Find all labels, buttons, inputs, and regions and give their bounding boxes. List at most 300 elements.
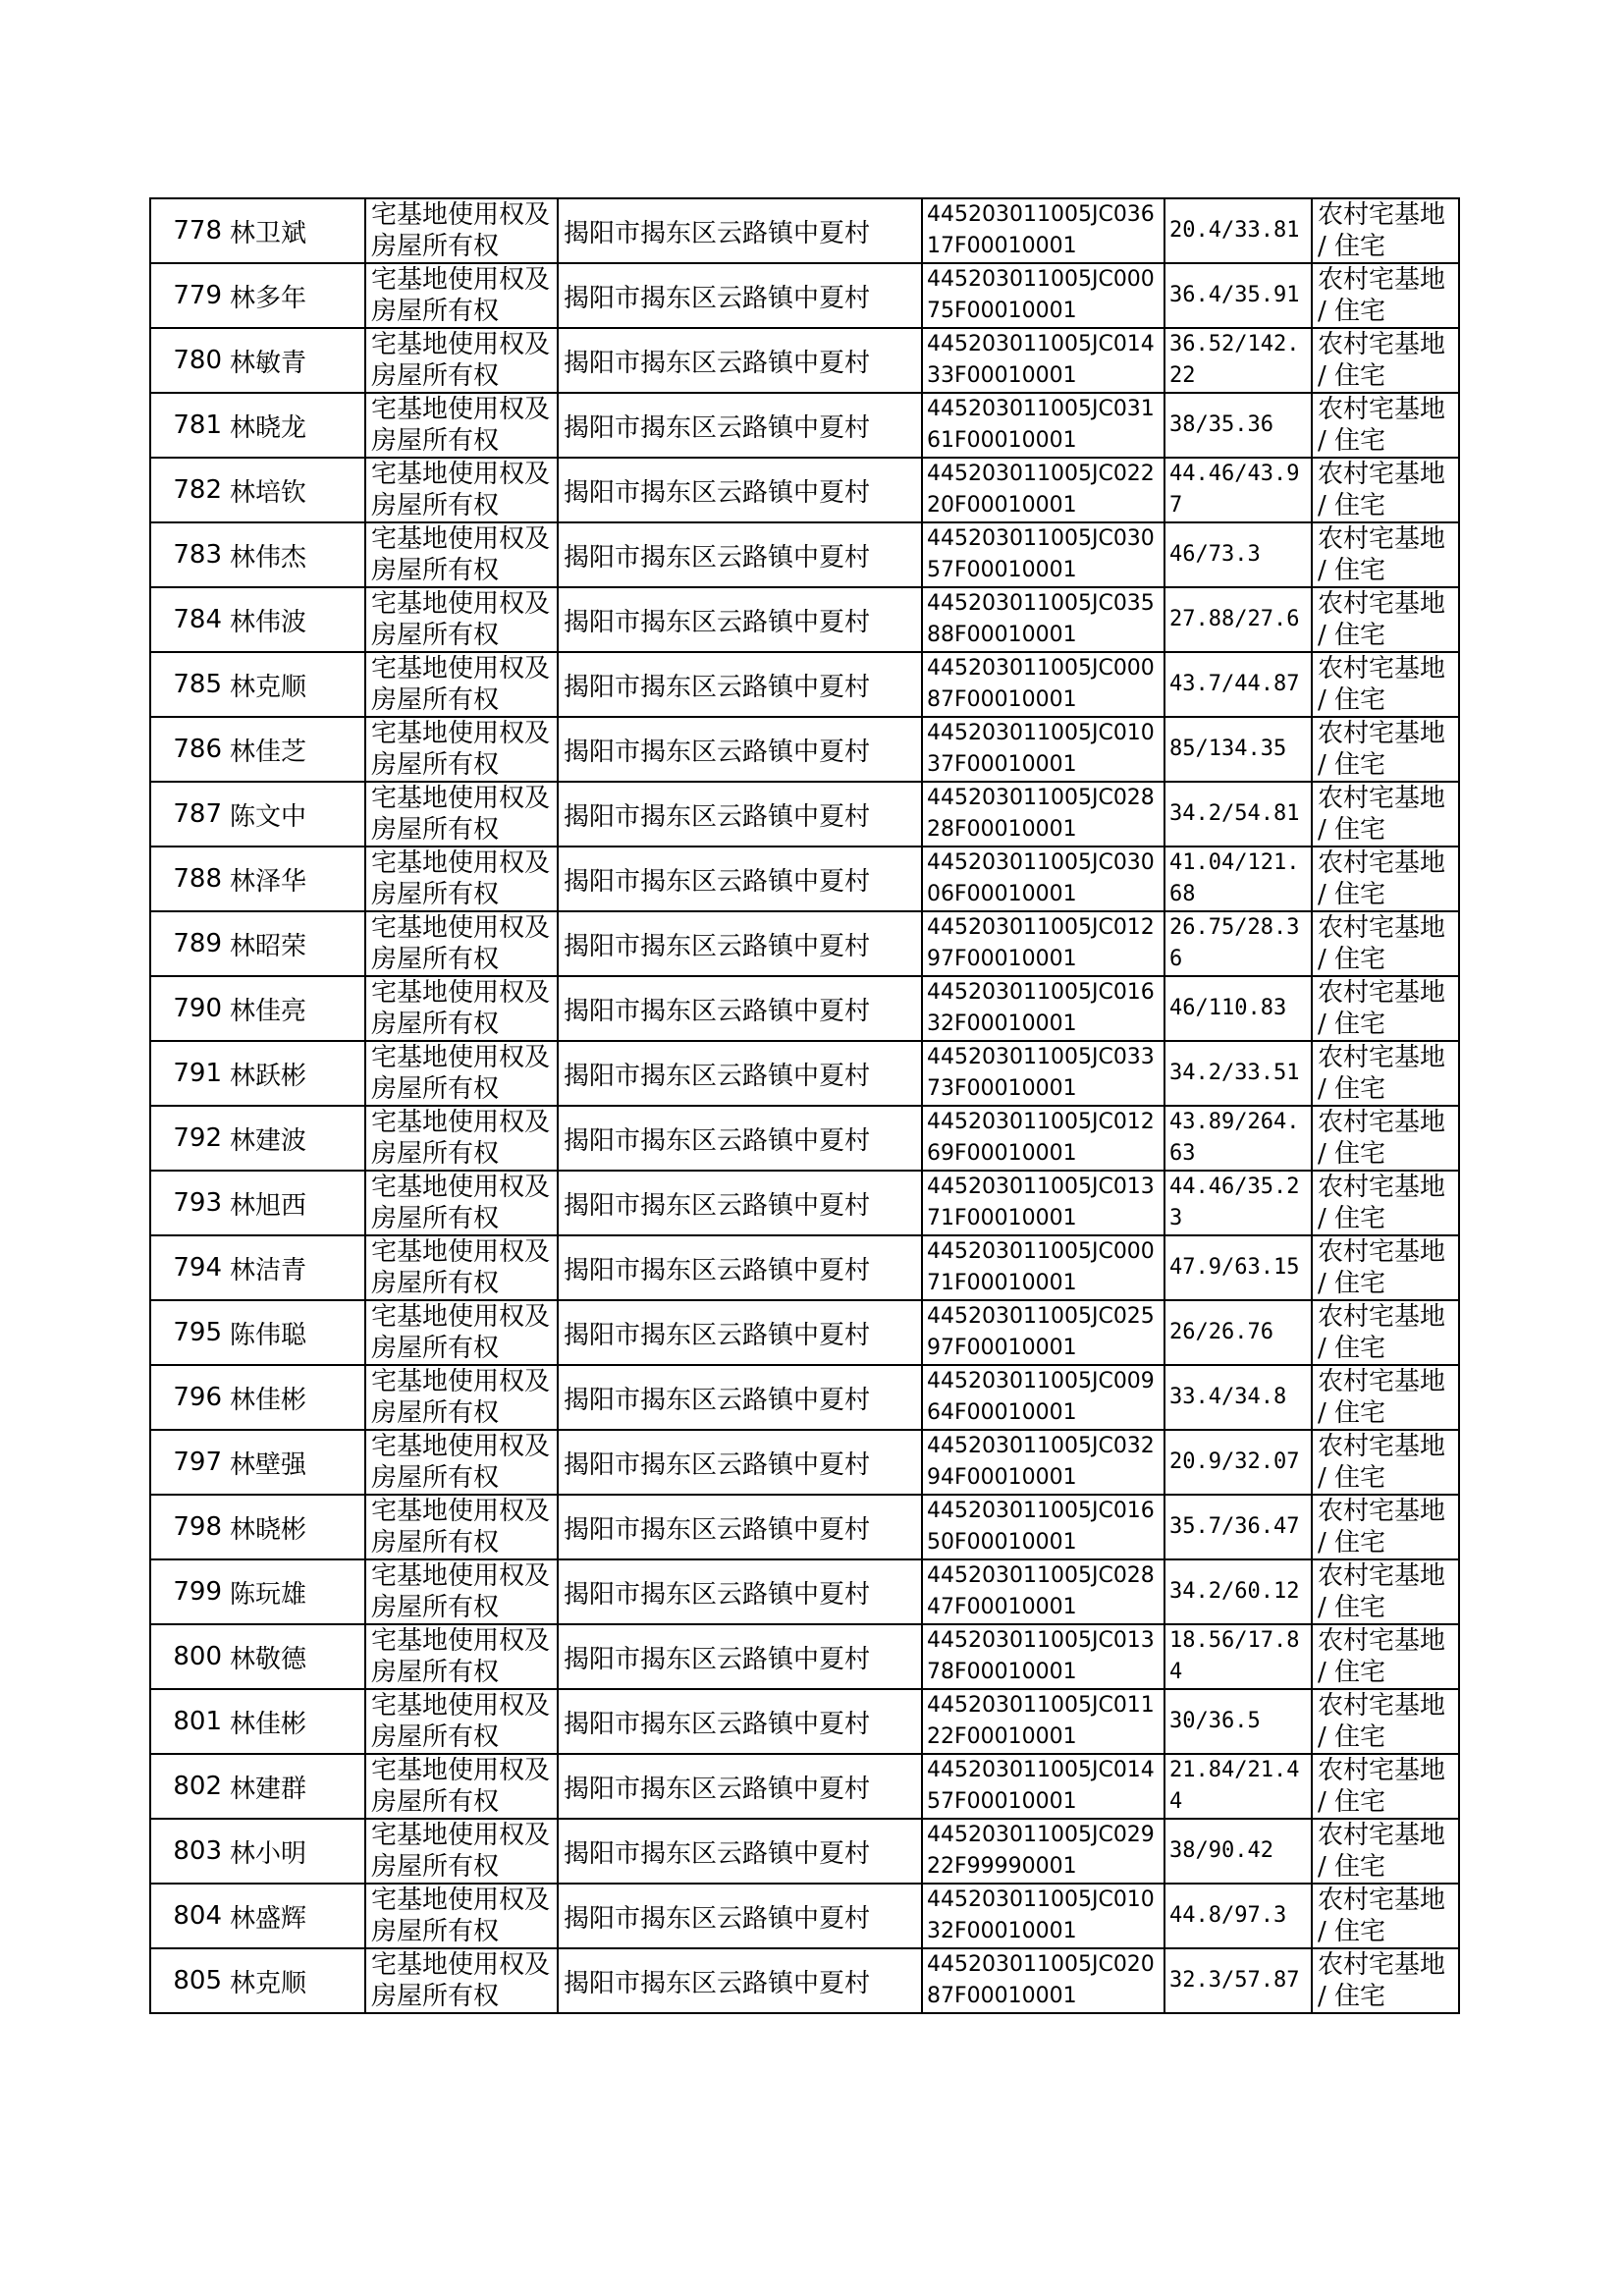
land-use-cell — [1312, 1819, 1459, 1884]
right-type-cell — [365, 1430, 558, 1495]
land-use-cell — [1312, 263, 1459, 328]
area-text: 30/36.5 — [1169, 1709, 1261, 1733]
owner-name-cell: 林卫斌 — [226, 198, 365, 263]
land-use-cell — [1312, 458, 1459, 522]
unit-code-text: 445203011005JC01037F00010001 — [927, 721, 1155, 777]
right-type-text: 宅基地使用权及房屋所有权 — [371, 330, 551, 391]
table-row — [150, 1235, 1459, 1300]
area-text: 18.56/17.84 — [1169, 1628, 1300, 1684]
location-cell: 揭阳市揭东区云路镇中夏村 — [558, 911, 922, 976]
land-use-cell — [1312, 1300, 1459, 1365]
location-cell: 揭阳市揭东区云路镇中夏村 — [558, 587, 922, 652]
land-use-text: 农村宅基地 / 住宅 — [1318, 1950, 1446, 2011]
owner-name-cell: 陈文中 — [226, 782, 365, 847]
row-number-cell: 782 — [150, 458, 226, 522]
row-number-cell: 781 — [150, 393, 226, 458]
right-type-text: 宅基地使用权及房屋所有权 — [371, 719, 551, 780]
area-text: 35.7/36.47 — [1169, 1514, 1300, 1539]
unit-code-text: 445203011005JC00087F00010001 — [927, 656, 1155, 712]
land-use-cell — [1312, 1365, 1459, 1430]
right-type-text: 宅基地使用权及房屋所有权 — [371, 265, 551, 326]
right-type-cell — [365, 911, 558, 976]
table-row — [150, 1624, 1459, 1689]
unit-code-cell — [922, 1041, 1164, 1106]
area-text: 44.46/35.23 — [1169, 1175, 1300, 1230]
area-text: 44.46/43.97 — [1169, 462, 1300, 518]
owner-name-cell: 林旭西 — [226, 1171, 365, 1235]
right-type-cell — [365, 717, 558, 782]
unit-code-text: 445203011005JC02087F00010001 — [927, 1952, 1155, 2008]
table-row — [150, 1689, 1459, 1754]
location-cell: 揭阳市揭东区云路镇中夏村 — [558, 1041, 922, 1106]
area-cell — [1164, 1884, 1312, 1948]
row-number-cell: 805 — [150, 1948, 226, 2013]
unit-code-text: 445203011005JC00964F00010001 — [927, 1369, 1155, 1425]
location-cell: 揭阳市揭东区云路镇中夏村 — [558, 1235, 922, 1300]
area-text: 36.4/35.91 — [1169, 283, 1300, 307]
unit-code-text: 445203011005JC01457F00010001 — [927, 1758, 1155, 1814]
land-use-text: 农村宅基地 / 住宅 — [1318, 330, 1446, 391]
right-type-text: 宅基地使用权及房屋所有权 — [371, 1432, 551, 1493]
land-use-cell — [1312, 652, 1459, 717]
unit-code-cell — [922, 198, 1164, 263]
right-type-cell — [365, 1689, 558, 1754]
land-use-text: 农村宅基地 / 住宅 — [1318, 913, 1446, 974]
location-cell: 揭阳市揭东区云路镇中夏村 — [558, 1819, 922, 1884]
area-cell — [1164, 263, 1312, 328]
right-type-cell — [365, 847, 558, 911]
table-row — [150, 1754, 1459, 1819]
land-use-cell — [1312, 911, 1459, 976]
row-number-cell: 796 — [150, 1365, 226, 1430]
land-use-cell — [1312, 1430, 1459, 1495]
area-cell — [1164, 976, 1312, 1041]
row-number-cell: 789 — [150, 911, 226, 976]
land-use-text: 农村宅基地 / 住宅 — [1318, 1108, 1446, 1169]
owner-name-cell: 林佳彬 — [226, 1365, 365, 1430]
unit-code-text: 445203011005JC01433F00010001 — [927, 332, 1155, 388]
unit-code-text: 445203011005JC03057F00010001 — [927, 526, 1155, 582]
area-cell — [1164, 393, 1312, 458]
table-row — [150, 198, 1459, 263]
table-row — [150, 1106, 1459, 1171]
unit-code-cell — [922, 1106, 1164, 1171]
area-cell — [1164, 458, 1312, 522]
land-use-text: 农村宅基地 / 住宅 — [1318, 524, 1446, 585]
land-use-cell — [1312, 1041, 1459, 1106]
area-cell — [1164, 1430, 1312, 1495]
row-number-cell: 799 — [150, 1559, 226, 1624]
location-cell: 揭阳市揭东区云路镇中夏村 — [558, 1106, 922, 1171]
right-type-text: 宅基地使用权及房屋所有权 — [371, 524, 551, 585]
location-cell: 揭阳市揭东区云路镇中夏村 — [558, 328, 922, 393]
location-cell: 揭阳市揭东区云路镇中夏村 — [558, 782, 922, 847]
row-number-cell: 790 — [150, 976, 226, 1041]
area-text: 44.8/97.3 — [1169, 1903, 1287, 1928]
area-cell — [1164, 652, 1312, 717]
location-cell: 揭阳市揭东区云路镇中夏村 — [558, 1754, 922, 1819]
right-type-text: 宅基地使用权及房屋所有权 — [371, 200, 551, 261]
row-number-cell: 778 — [150, 198, 226, 263]
land-use-text: 农村宅基地 / 住宅 — [1318, 1626, 1446, 1687]
area-cell — [1164, 198, 1312, 263]
unit-code-cell — [922, 458, 1164, 522]
row-number-cell: 802 — [150, 1754, 226, 1819]
unit-code-cell — [922, 1559, 1164, 1624]
land-use-text: 农村宅基地 / 住宅 — [1318, 1237, 1446, 1298]
row-number-cell: 792 — [150, 1106, 226, 1171]
land-use-text: 农村宅基地 / 住宅 — [1318, 395, 1446, 456]
area-text: 34.2/33.51 — [1169, 1061, 1300, 1085]
row-number-cell: 800 — [150, 1624, 226, 1689]
unit-code-cell — [922, 328, 1164, 393]
right-type-cell — [365, 587, 558, 652]
location-cell: 揭阳市揭东区云路镇中夏村 — [558, 1948, 922, 2013]
location-cell: 揭阳市揭东区云路镇中夏村 — [558, 1495, 922, 1559]
land-use-text: 农村宅基地 / 住宅 — [1318, 460, 1446, 520]
right-type-cell — [365, 393, 558, 458]
land-use-text: 农村宅基地 / 住宅 — [1318, 1043, 1446, 1104]
land-use-text: 农村宅基地 / 住宅 — [1318, 265, 1446, 326]
table-row — [150, 263, 1459, 328]
land-use-text: 农村宅基地 / 住宅 — [1318, 1561, 1446, 1622]
right-type-text: 宅基地使用权及房屋所有权 — [371, 654, 551, 715]
area-cell — [1164, 1235, 1312, 1300]
area-text: 32.3/57.87 — [1169, 1968, 1300, 1993]
right-type-text: 宅基地使用权及房屋所有权 — [371, 1950, 551, 2011]
land-use-text: 农村宅基地 / 住宅 — [1318, 1821, 1446, 1882]
table-row — [150, 522, 1459, 587]
land-use-cell — [1312, 1495, 1459, 1559]
land-use-cell — [1312, 522, 1459, 587]
location-cell: 揭阳市揭东区云路镇中夏村 — [558, 1689, 922, 1754]
location-cell: 揭阳市揭东区云路镇中夏村 — [558, 1559, 922, 1624]
table-row — [150, 911, 1459, 976]
area-text: 20.4/33.81 — [1169, 218, 1300, 243]
area-text: 36.52/142.22 — [1169, 332, 1300, 388]
land-use-cell — [1312, 198, 1459, 263]
right-type-text: 宅基地使用权及房屋所有权 — [371, 1237, 551, 1298]
area-text: 21.84/21.44 — [1169, 1758, 1300, 1814]
area-text: 26/26.76 — [1169, 1320, 1273, 1344]
row-number-cell: 783 — [150, 522, 226, 587]
land-use-text: 农村宅基地 / 住宅 — [1318, 654, 1446, 715]
right-type-cell — [365, 1819, 558, 1884]
table-row — [150, 458, 1459, 522]
right-type-text: 宅基地使用权及房屋所有权 — [371, 784, 551, 845]
right-type-cell — [365, 1495, 558, 1559]
unit-code-cell — [922, 1624, 1164, 1689]
land-use-text: 农村宅基地 / 住宅 — [1318, 200, 1446, 261]
land-use-cell — [1312, 1884, 1459, 1948]
right-type-cell — [365, 328, 558, 393]
table-row — [150, 652, 1459, 717]
unit-code-text: 445203011005JC03161F00010001 — [927, 397, 1155, 453]
unit-code-cell — [922, 587, 1164, 652]
unit-code-cell — [922, 1495, 1164, 1559]
unit-code-cell — [922, 263, 1164, 328]
table-row — [150, 782, 1459, 847]
owner-name-cell: 林壁强 — [226, 1430, 365, 1495]
unit-code-text: 445203011005JC02922F99990001 — [927, 1823, 1155, 1879]
unit-code-cell — [922, 1171, 1164, 1235]
table-row — [150, 1171, 1459, 1235]
area-text: 43.89/264.63 — [1169, 1110, 1300, 1166]
right-type-cell — [365, 1754, 558, 1819]
registration-table — [149, 197, 1460, 2014]
unit-code-text: 445203011005JC01032F00010001 — [927, 1887, 1155, 1943]
area-text: 27.88/27.6 — [1169, 607, 1300, 631]
location-cell: 揭阳市揭东区云路镇中夏村 — [558, 1365, 922, 1430]
area-text: 43.7/44.87 — [1169, 672, 1300, 696]
land-use-text: 农村宅基地 / 住宅 — [1318, 1756, 1446, 1817]
land-use-text: 农村宅基地 / 住宅 — [1318, 1173, 1446, 1233]
row-number-cell: 788 — [150, 847, 226, 911]
table-row — [150, 976, 1459, 1041]
owner-name-cell: 林盛辉 — [226, 1884, 365, 1948]
row-number-cell: 785 — [150, 652, 226, 717]
location-cell: 揭阳市揭东区云路镇中夏村 — [558, 263, 922, 328]
unit-code-cell — [922, 1689, 1164, 1754]
row-number-cell: 793 — [150, 1171, 226, 1235]
land-use-cell — [1312, 1948, 1459, 2013]
row-number-cell: 780 — [150, 328, 226, 393]
unit-code-text: 445203011005JC01378F00010001 — [927, 1628, 1155, 1684]
land-use-cell — [1312, 328, 1459, 393]
right-type-text: 宅基地使用权及房屋所有权 — [371, 1173, 551, 1233]
unit-code-text: 445203011005JC01297F00010001 — [927, 915, 1155, 971]
unit-code-text: 445203011005JC02828F00010001 — [927, 786, 1155, 842]
row-number-cell: 801 — [150, 1689, 226, 1754]
right-type-text: 宅基地使用权及房屋所有权 — [371, 1626, 551, 1687]
location-cell: 揭阳市揭东区云路镇中夏村 — [558, 198, 922, 263]
unit-code-text: 445203011005JC03617F00010001 — [927, 202, 1155, 258]
land-use-text: 农村宅基地 / 住宅 — [1318, 1302, 1446, 1363]
land-use-cell — [1312, 782, 1459, 847]
unit-code-text: 445203011005JC03373F00010001 — [927, 1045, 1155, 1101]
owner-name-cell: 林小明 — [226, 1819, 365, 1884]
unit-code-text: 445203011005JC01632F00010001 — [927, 980, 1155, 1036]
unit-code-cell — [922, 847, 1164, 911]
land-use-text: 农村宅基地 / 住宅 — [1318, 1367, 1446, 1428]
table-row — [150, 1559, 1459, 1624]
area-text: 46/73.3 — [1169, 542, 1261, 567]
area-cell — [1164, 1171, 1312, 1235]
area-text: 34.2/60.12 — [1169, 1579, 1300, 1604]
land-use-text: 农村宅基地 / 住宅 — [1318, 1691, 1446, 1752]
right-type-cell — [365, 1300, 558, 1365]
row-number-cell: 787 — [150, 782, 226, 847]
unit-code-text: 445203011005JC02847F00010001 — [927, 1563, 1155, 1619]
table-row — [150, 1495, 1459, 1559]
land-use-cell — [1312, 717, 1459, 782]
owner-name-cell: 林伟杰 — [226, 522, 365, 587]
table-body — [150, 198, 1459, 2013]
unit-code-cell — [922, 1948, 1164, 2013]
location-cell: 揭阳市揭东区云路镇中夏村 — [558, 1300, 922, 1365]
land-use-cell — [1312, 1689, 1459, 1754]
unit-code-text: 445203011005JC00071F00010001 — [927, 1239, 1155, 1295]
area-text: 34.2/54.81 — [1169, 801, 1300, 826]
right-type-cell — [365, 1624, 558, 1689]
area-text: 47.9/63.15 — [1169, 1255, 1300, 1280]
area-cell — [1164, 1041, 1312, 1106]
right-type-cell — [365, 263, 558, 328]
area-cell — [1164, 782, 1312, 847]
location-cell: 揭阳市揭东区云路镇中夏村 — [558, 976, 922, 1041]
area-text: 38/90.42 — [1169, 1838, 1273, 1863]
unit-code-cell — [922, 782, 1164, 847]
owner-name-cell: 林昭荣 — [226, 911, 365, 976]
area-cell — [1164, 1754, 1312, 1819]
location-cell: 揭阳市揭东区云路镇中夏村 — [558, 847, 922, 911]
owner-name-cell: 林洁青 — [226, 1235, 365, 1300]
right-type-text: 宅基地使用权及房屋所有权 — [371, 1108, 551, 1169]
unit-code-cell — [922, 522, 1164, 587]
area-cell — [1164, 1495, 1312, 1559]
area-cell — [1164, 1689, 1312, 1754]
table-row — [150, 1819, 1459, 1884]
unit-code-text: 445203011005JC01269F00010001 — [927, 1110, 1155, 1166]
location-cell: 揭阳市揭东区云路镇中夏村 — [558, 393, 922, 458]
row-number-cell: 794 — [150, 1235, 226, 1300]
land-use-text: 农村宅基地 / 住宅 — [1318, 784, 1446, 845]
owner-name-cell: 陈伟聪 — [226, 1300, 365, 1365]
land-use-cell — [1312, 847, 1459, 911]
unit-code-text: 445203011005JC03006F00010001 — [927, 850, 1155, 906]
area-cell — [1164, 717, 1312, 782]
owner-name-cell: 林敏青 — [226, 328, 365, 393]
area-text: 26.75/28.36 — [1169, 915, 1300, 971]
table-row — [150, 847, 1459, 911]
owner-name-cell: 林克顺 — [226, 652, 365, 717]
location-cell: 揭阳市揭东区云路镇中夏村 — [558, 652, 922, 717]
unit-code-cell — [922, 652, 1164, 717]
right-type-text: 宅基地使用权及房屋所有权 — [371, 1561, 551, 1622]
unit-code-cell — [922, 1365, 1164, 1430]
land-use-cell — [1312, 393, 1459, 458]
owner-name-cell: 林建波 — [226, 1106, 365, 1171]
unit-code-text: 445203011005JC02220F00010001 — [927, 462, 1155, 518]
right-type-cell — [365, 198, 558, 263]
right-type-text: 宅基地使用权及房屋所有权 — [371, 913, 551, 974]
right-type-cell — [365, 1559, 558, 1624]
area-cell — [1164, 1106, 1312, 1171]
right-type-cell — [365, 1884, 558, 1948]
row-number-cell: 786 — [150, 717, 226, 782]
unit-code-text: 445203011005JC03294F00010001 — [927, 1434, 1155, 1490]
table-row — [150, 1430, 1459, 1495]
right-type-text: 宅基地使用权及房屋所有权 — [371, 1367, 551, 1428]
owner-name-cell: 林多年 — [226, 263, 365, 328]
area-text: 38/35.36 — [1169, 412, 1273, 437]
land-use-text: 农村宅基地 / 住宅 — [1318, 1432, 1446, 1493]
unit-code-text: 445203011005JC00075F00010001 — [927, 267, 1155, 323]
location-cell: 揭阳市揭东区云路镇中夏村 — [558, 458, 922, 522]
land-use-cell — [1312, 1106, 1459, 1171]
owner-name-cell: 陈玩雄 — [226, 1559, 365, 1624]
unit-code-cell — [922, 1884, 1164, 1948]
unit-code-cell — [922, 393, 1164, 458]
right-type-cell — [365, 652, 558, 717]
area-text: 85/134.35 — [1169, 737, 1287, 761]
right-type-cell — [365, 1235, 558, 1300]
right-type-cell — [365, 458, 558, 522]
table-row — [150, 393, 1459, 458]
land-use-text: 农村宅基地 / 住宅 — [1318, 719, 1446, 780]
right-type-text: 宅基地使用权及房屋所有权 — [371, 1497, 551, 1557]
area-text: 33.4/34.8 — [1169, 1385, 1287, 1409]
location-cell: 揭阳市揭东区云路镇中夏村 — [558, 522, 922, 587]
right-type-text: 宅基地使用权及房屋所有权 — [371, 1043, 551, 1104]
right-type-cell — [365, 1106, 558, 1171]
land-use-text: 农村宅基地 / 住宅 — [1318, 1497, 1446, 1557]
unit-code-text: 445203011005JC01371F00010001 — [927, 1175, 1155, 1230]
owner-name-cell: 林敬德 — [226, 1624, 365, 1689]
location-cell: 揭阳市揭东区云路镇中夏村 — [558, 717, 922, 782]
area-cell — [1164, 1948, 1312, 2013]
area-text: 41.04/121.68 — [1169, 850, 1300, 906]
right-type-text: 宅基地使用权及房屋所有权 — [371, 1756, 551, 1817]
unit-code-text: 445203011005JC02597F00010001 — [927, 1304, 1155, 1360]
owner-name-cell: 林泽华 — [226, 847, 365, 911]
unit-code-cell — [922, 1430, 1164, 1495]
row-number-cell: 784 — [150, 587, 226, 652]
owner-name-cell: 林建群 — [226, 1754, 365, 1819]
location-cell: 揭阳市揭东区云路镇中夏村 — [558, 1624, 922, 1689]
table-row — [150, 1041, 1459, 1106]
land-use-text: 农村宅基地 / 住宅 — [1318, 1885, 1446, 1946]
right-type-text: 宅基地使用权及房屋所有权 — [371, 395, 551, 456]
row-number-cell: 804 — [150, 1884, 226, 1948]
owner-name-cell: 林伟波 — [226, 587, 365, 652]
table-row — [150, 587, 1459, 652]
row-number-cell: 797 — [150, 1430, 226, 1495]
area-cell — [1164, 328, 1312, 393]
area-cell — [1164, 1365, 1312, 1430]
table-row — [150, 328, 1459, 393]
area-cell — [1164, 847, 1312, 911]
unit-code-cell — [922, 1819, 1164, 1884]
land-use-cell — [1312, 976, 1459, 1041]
location-cell: 揭阳市揭东区云路镇中夏村 — [558, 1884, 922, 1948]
area-text: 46/110.83 — [1169, 996, 1287, 1020]
unit-code-cell — [922, 717, 1164, 782]
right-type-text: 宅基地使用权及房屋所有权 — [371, 1821, 551, 1882]
owner-name-cell: 林佳亮 — [226, 976, 365, 1041]
land-use-cell — [1312, 1235, 1459, 1300]
right-type-cell — [365, 976, 558, 1041]
area-cell — [1164, 587, 1312, 652]
table-row — [150, 1948, 1459, 2013]
table-row — [150, 1884, 1459, 1948]
owner-name-cell: 林跃彬 — [226, 1041, 365, 1106]
row-number-cell: 803 — [150, 1819, 226, 1884]
area-cell — [1164, 1819, 1312, 1884]
location-cell: 揭阳市揭东区云路镇中夏村 — [558, 1171, 922, 1235]
owner-name-cell: 林佳芝 — [226, 717, 365, 782]
row-number-cell: 798 — [150, 1495, 226, 1559]
row-number-cell: 779 — [150, 263, 226, 328]
area-text: 20.9/32.07 — [1169, 1449, 1300, 1474]
row-number-cell: 795 — [150, 1300, 226, 1365]
right-type-text: 宅基地使用权及房屋所有权 — [371, 978, 551, 1039]
land-use-cell — [1312, 1171, 1459, 1235]
unit-code-cell — [922, 976, 1164, 1041]
right-type-cell — [365, 522, 558, 587]
unit-code-text: 445203011005JC03588F00010001 — [927, 591, 1155, 647]
right-type-text: 宅基地使用权及房屋所有权 — [371, 589, 551, 650]
